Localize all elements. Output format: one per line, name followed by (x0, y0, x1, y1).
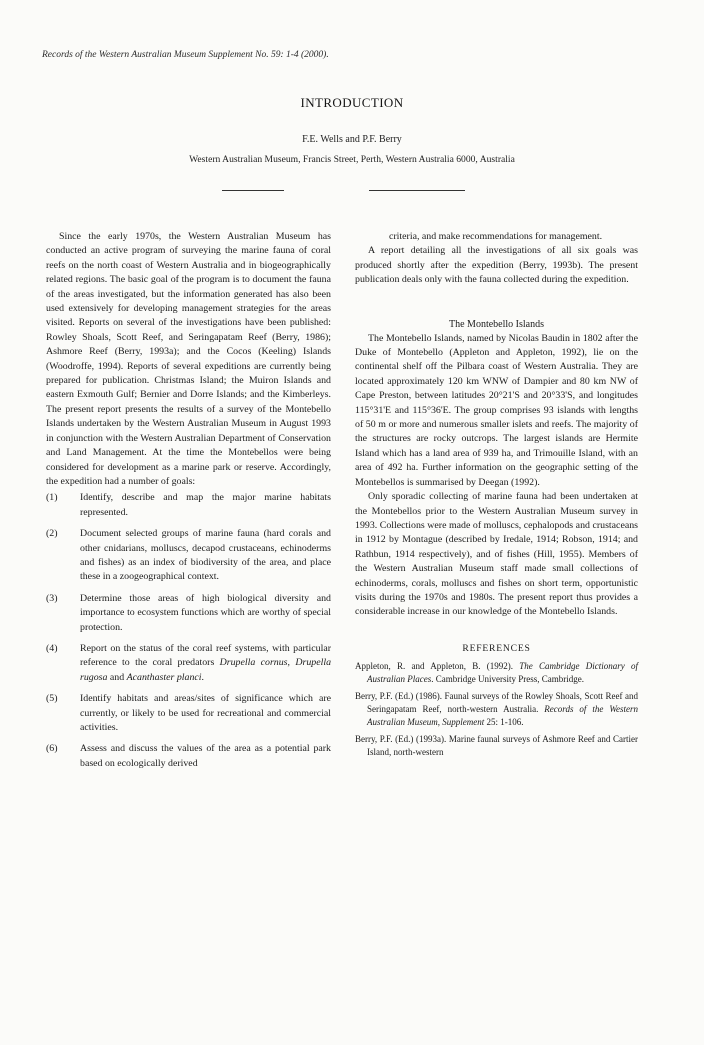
goals-list (46, 491, 331, 771)
section-heading: The Montebello Islands (449, 318, 544, 330)
goal-number: (5) (46, 693, 58, 705)
goal-item (46, 692, 331, 735)
goal-text-end: . (201, 671, 204, 683)
goal-text: Identify, describe and map the major marine habitats represented. (80, 492, 331, 518)
reference-title: The Cambridge Dictionary of Australian Places (367, 661, 638, 684)
goal-number: (4) (46, 642, 58, 654)
authors: F.E. Wells and P.F. Berry (302, 134, 402, 145)
montebello-paragraph: The Montebello Islands, named by Nicolas Baudin in 1802 after the Duke of Montebello (Appleton and Appleton, 1992), lie on the continental shelf off the Pilbara coast of Western Australia. They are located approximately 120 km WNW of Dampier and 80 km NW of Cape Preston, between latitudes 20°21'S and 20°33'S, and longitudes 115°31'E and 115°36'E. The group comprises 93 islands with lengths of 50 m or more and numerous smaller islets and reefs. The majority of the structures are rocky outcrops. The largest islands are Hermite Island which has a land area of 939 ha, and Trimouille Island, with an area of 492 ha. Further information on the geographic setting of the Montebellos is summarised by Deegan (1992). (355, 332, 638, 488)
intro-paragraph: Since the early 1970s, the Western Australian Museum has conducted an active program of surveying the marine fauna of coral reefs on the north coast of Western Australia and in biogeographically related regions. The basic goal of the program is to document the fauna of the areas investigated, but the information generated has also been used extensively for developing management strategies for the areas visited. Reports on several of the investigations have been published: Rowley Shoals, Scott Reef, and Seringapatam Reef (Berry, 1986); Ashmore Reef (Berry, 1993a); and the Cocos (Keeling) Islands (Woodroffe, 1994). Reports of several expeditions are currently being prepared for publication. Christmas Island; the Muiron Islands and eastern Exmouth Gulf; Bernier and Dorre Islands; and the Kimberleys. The present report presents the results of a survey of the Montebello Islands undertaken by the Western Australian Museum in August 1993 in conjunction with the Western Australian Department of Conservation and Land Management. At the time the Montebellos were being considered for development as a marine park or reserve. Accordingly, the expedition had a number of goals: (46, 231, 331, 487)
reference-entry (355, 733, 638, 758)
right-column (355, 230, 638, 763)
goal-number: (1) (46, 492, 58, 504)
reference-text: . Cambridge University Press, Cambridge. (431, 673, 584, 684)
species-name: Acanthaster planci (126, 671, 202, 683)
goal-number: (3) (46, 592, 58, 604)
goal-text: Identify habitats and areas/sites of significance which are currently, or likely to be used for recreational and commercial activities. (80, 693, 331, 733)
goal-item (46, 642, 331, 685)
running-head: Records of the Western Australian Museum Supplement No. 59: 1-4 (2000). (42, 50, 329, 60)
reference-text: 25: 1-106. (484, 716, 524, 727)
reference-text: Berry, P.F. (Ed.) (1986). Faunal surveys of the Rowley Shoals, Scott Reef and Seringapatam Reef, north-western Australia. (355, 691, 638, 714)
left-column (46, 230, 331, 778)
title-divider-right (369, 190, 465, 191)
goal-continuation: criteria, and make recommendations for management. (389, 231, 603, 242)
report-paragraph: A report detailing all the investigations of all six goals was produced shortly after the expedition (Berry, 1993b). The present publication deals only with the fauna collected during the expedition. (355, 245, 638, 286)
goal-item (46, 527, 331, 585)
goal-number: (6) (46, 743, 58, 755)
goal-item (46, 592, 331, 635)
goal-text: Assess and discuss the values of the area as a potential park based on ecologically derived (80, 743, 331, 769)
reference-entry (355, 690, 638, 728)
goal-item (46, 742, 331, 771)
goal-text (80, 643, 331, 683)
reference-title: Records of the Western Australian Museum, Supplement (367, 703, 638, 727)
goal-text: Document selected groups of marine fauna (hard corals and other cnidarians, molluscs, decapod crustaceans, echinoderms and fishes) as an index of biodiversity of the area, and place these in a zoogeographical context. (80, 528, 331, 583)
goal-text-sep: and (107, 671, 127, 683)
goal-item (46, 491, 331, 520)
goal-text: Determine those areas of high biological diversity and importance to ecosystem functions which are worthy of special protection. (80, 592, 331, 633)
goal-number: (2) (46, 528, 58, 540)
goal-text-sep: , (287, 657, 296, 669)
species-name: Drupella cornus (219, 657, 288, 669)
reference-text: Appleton, R. and Appleton, B. (1992). (355, 661, 520, 672)
title-divider-left (222, 190, 284, 191)
reference-entry (355, 660, 638, 685)
article-title: INTRODUCTION (300, 95, 404, 110)
montebello-paragraph: Only sporadic collecting of marine fauna had been undertaken at the Montebellos prior to the Western Australian Museum survey in 1993. Collections were made of molluscs, cephalopods and crustaceans in 1912 by Montague (described by Iredale, 1914; Robson, 1914; and Rathbun, 1914 respectively), and of fishes (Hill, 1955). Members of the Western Australian Museum staff made small collections of echinoderms, corals, molluscs and fishes on short term, opportunistic visits during the 1970s and 1980s. The present report thus provides a considerable increase in our knowledge of the Montebello Islands. (355, 491, 638, 618)
reference-text: Berry, P.F. (Ed.) (1993a). Marine faunal surveys of Ashmore Reef and Cartier Island, north-western (355, 734, 638, 757)
references-heading: REFERENCES (462, 642, 531, 654)
goal-text-start: Report on the status of the coral reef systems, with particular reference to the coral predators (80, 642, 331, 669)
references-list (355, 660, 638, 758)
species-name: Drupella rugosa (80, 657, 332, 683)
affiliation: Western Australian Museum, Francis Street, Perth, Western Australia 6000, Australia (189, 154, 515, 165)
